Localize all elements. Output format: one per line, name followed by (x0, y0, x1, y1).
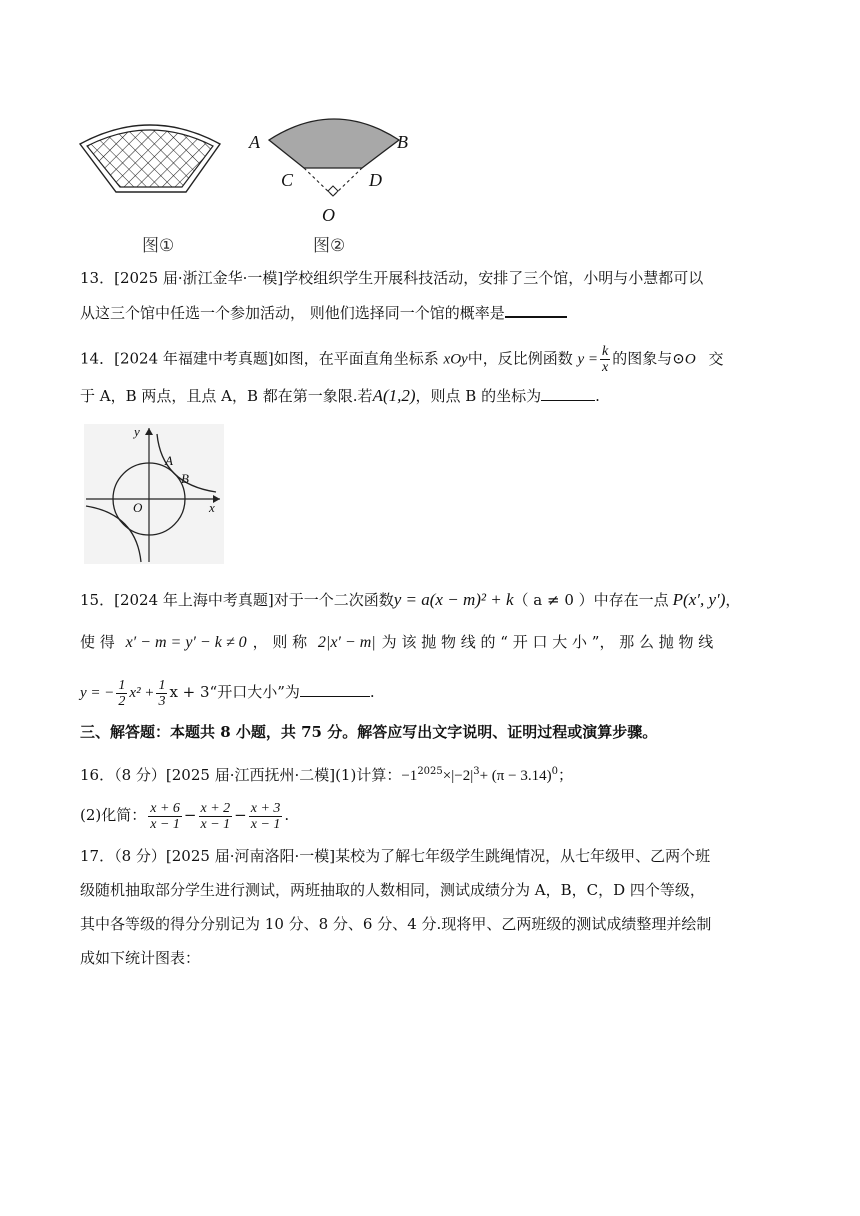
q15-y-eq: y = − (80, 685, 115, 701)
q15-answer-blank (300, 682, 370, 697)
q14-answer-blank (541, 386, 595, 401)
q13-answer-blank (505, 302, 567, 318)
q16-line-1-end: ； (557, 766, 573, 784)
q14-line-2-a: 于 A，B 两点，且点 A，B 都在第一象限.若 (80, 387, 373, 405)
figure-2-label-o: O (322, 205, 335, 225)
q15-line-2-b: ， 则 称 (252, 633, 308, 651)
figure-2-caption: 图② (313, 236, 346, 256)
q16-line-1 (80, 762, 573, 786)
q14-a-point: A(1,2) (372, 386, 416, 405)
q16-f3-den: x − 1 (250, 816, 281, 832)
q14-fraction-k-over-x (600, 344, 610, 375)
q14-line-1-b: 中，反比例函数 (467, 349, 573, 368)
q14-graph-label-y: y (134, 424, 140, 439)
q16-fraction-1 (148, 801, 182, 832)
q16-expr-2: ×|−2| (442, 768, 474, 784)
q16-fraction-2 (199, 801, 233, 832)
q16-line-1-a: 16．（8 分）[2025 届·江西抚州·二模](1)计算： (80, 766, 402, 784)
q16-exp-3: 0 (551, 766, 558, 777)
q15-line-3-end: . (369, 683, 375, 701)
q15-fraction-half (116, 678, 127, 709)
q16-dot: . (284, 806, 290, 824)
figure-1-caption: 图① (142, 236, 175, 256)
q15-line-2 (80, 632, 713, 653)
figure-2-label-c: C (281, 170, 294, 190)
q14-x: x (602, 360, 609, 375)
q15-x2: x² + (129, 685, 155, 701)
q15-third-den: 3 (158, 693, 166, 709)
q15-function: y = a(x − m)² + k (393, 590, 514, 609)
q14-line-2-end: . (595, 387, 600, 405)
q15-abs-expr: 2|x′ − m| (317, 634, 376, 651)
q16-f1-den: x − 1 (150, 816, 180, 832)
q15-half-den: 2 (118, 693, 126, 709)
q14-line-1 (80, 344, 723, 375)
q14-xoy: xOy (443, 351, 468, 368)
q16-expr-1: −1 (401, 768, 418, 784)
q14-graph (84, 424, 224, 564)
q15-line-1-end: ， (725, 591, 741, 609)
figure-1-fan-mesh (78, 118, 223, 198)
q15-equation: x′ − m = y′ − k ≠ 0 (125, 634, 247, 651)
q16-expr-3: + (π − 3.14) (479, 768, 552, 784)
q14-o: O (684, 351, 696, 368)
q17-line-1: 17．（8 分）[2025 届·河南洛阳·一模]某校为了解七年级学生跳绳情况，从七年级甲、乙两个班 (80, 847, 711, 865)
q16-minus-1: − (183, 806, 197, 824)
q16-fraction-3 (249, 801, 283, 832)
q14-line-1-c: 的图象与⊙ (612, 349, 685, 368)
q14-line-1-d: 交 (708, 349, 724, 368)
q15-line-1-b: 中存在一点 (593, 591, 669, 609)
q13-line-2-text: 从这三个馆中任选一个参加活动， 则他们选择同一个馆的概率是 (80, 304, 505, 322)
figure-2-label-d: D (369, 170, 382, 190)
q14-line-2 (80, 386, 600, 406)
figure-2-label-b: B (397, 132, 408, 152)
q16-f3-num: x + 3 (250, 800, 281, 816)
figure-2-label-a: A (249, 132, 260, 152)
q16-f2-num: x + 2 (200, 800, 231, 816)
q15-condition: （ a ≠ 0 ） (513, 591, 594, 609)
q15-half-num: 1 (118, 677, 126, 693)
q14-line-2-b: ，则点 B 的坐标为 (415, 387, 542, 405)
q15-line-1 (80, 590, 740, 610)
q13-line-2 (80, 302, 567, 323)
q17-line-4: 成如下统计图表： (80, 949, 201, 967)
q14-y-eq: y = (577, 351, 599, 368)
q15-third-num: 1 (158, 677, 166, 693)
q16-line-2-a: (2)化简： (80, 806, 147, 824)
q14-graph-label-x: x (209, 500, 215, 515)
q16-minus-2: − (234, 806, 247, 824)
section-3-heading: 三、解答题：本题共 8 小题，共 75 分。解答应写出文字说明、证明过程或演算步骤。 (80, 723, 658, 741)
q13-line-1: 13．[2025 届·浙江金华·一模]学校组织学生开展科技活动，安排了三个馆，小明与小慧都可以 (80, 269, 704, 287)
q15-point: P(x′, y′) (672, 590, 726, 609)
q14-k: k (602, 344, 609, 359)
q16-line-2 (80, 795, 289, 835)
q15-line-3 (80, 674, 375, 710)
q16-exp-1: 2025 (417, 766, 443, 777)
q15-line-2-c: 为 该 抛 物 线 的 “ 开 口 大 小 ”， 那 么 抛 物 线 (381, 633, 714, 651)
q16-exp-2: 3 (473, 766, 480, 777)
q14-graph-label-b: B (181, 471, 189, 486)
q17-line-2: 级随机抽取部分学生进行测试，两班抽取的人数相同，测试成绩分为 A，B，C，D 四个等级， (80, 881, 705, 899)
q15-line-2-a: 使 得 (80, 633, 115, 651)
q16-f1-num: x + 6 (150, 800, 180, 816)
q17-line-3: 其中各等级的得分分别记为 10 分、8 分、6 分、4 分.现将甲、乙两班级的测试成绩整理并绘制 (80, 915, 712, 933)
q14-line-1-a: 14．[2024 年福建中考真题]如图，在平面直角坐标系 (80, 349, 439, 368)
q16-f2-den: x − 1 (200, 816, 231, 832)
q14-graph-label-a: A (165, 453, 173, 468)
q14-graph-label-o: O (133, 500, 143, 515)
q15-line-1-a: 15．[2024 年上海中考真题]对于一个二次函数 (80, 591, 394, 609)
q15-fraction-third (156, 678, 167, 709)
q15-line-3-rest: x + 3“开口大小”为 (169, 683, 300, 701)
